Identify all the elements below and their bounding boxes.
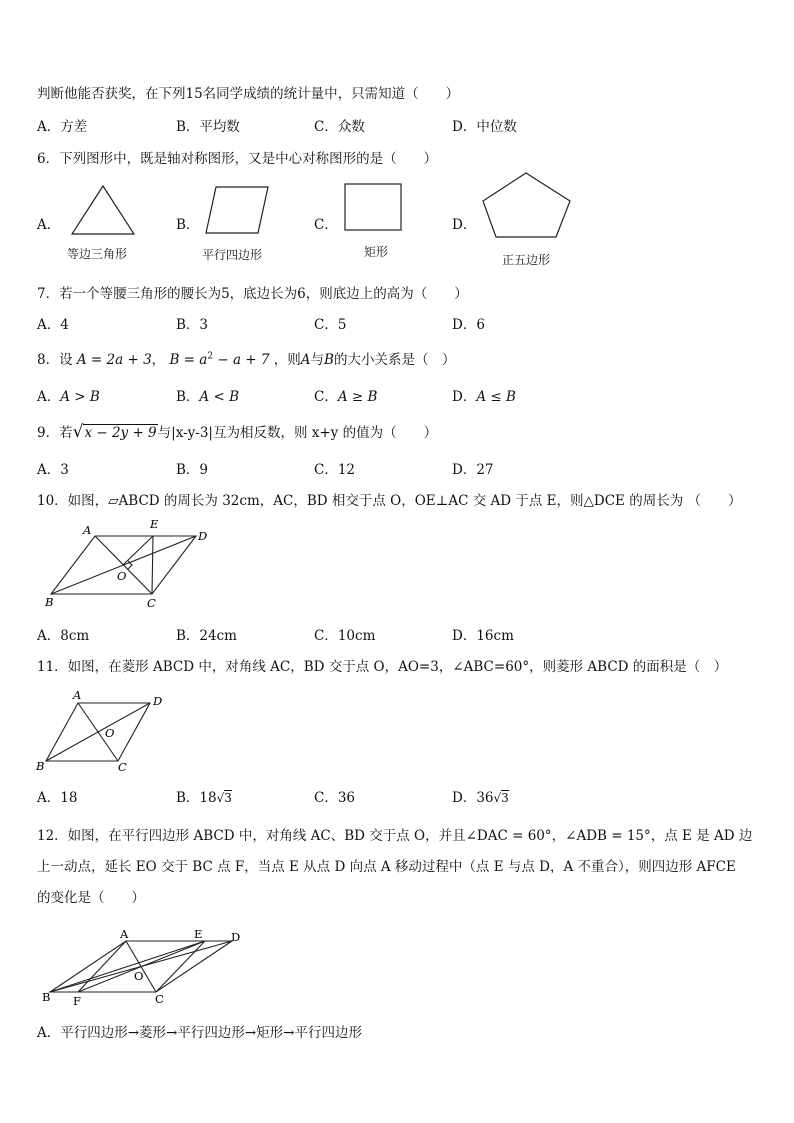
q7-option-a: A．4 <box>37 317 69 333</box>
q11-label-d: D <box>153 694 163 708</box>
q7-option-c: C．5 <box>314 317 347 333</box>
q6-caption-a: 等边三角形 <box>67 247 128 261</box>
q9-stem-rest: 与|x-y-3|互为相反数，则 x+y 的值为（ ） <box>157 425 438 441</box>
q6-letter-c: C． <box>314 217 338 233</box>
q6-caption-b: 平行四边形 <box>202 248 263 262</box>
q11-label-c: C <box>118 760 127 774</box>
q12-label-o: O <box>134 969 144 983</box>
q12-line2: 上一动点，延长 EO 交于 BC 点 F，当点 E 从点 D 向点 A 移动过程中（点 E 与点 D，A 不重合），则四边形 AFCE <box>37 859 736 875</box>
q7-option-d: D．6 <box>452 317 485 333</box>
q10-label-e: E <box>150 517 159 531</box>
q8-option-c-letter: C． <box>314 389 338 405</box>
q10-option-c: C．10cm <box>314 628 376 644</box>
q10-option-d: D．16cm <box>452 628 514 644</box>
q8-stem-var-a: A <box>300 352 311 368</box>
q8-option-a-expr: A > B <box>60 389 100 405</box>
q10-label-a: A <box>83 523 92 537</box>
q9-sqrt-sign: √ <box>72 422 84 442</box>
q10-label-d: D <box>198 529 208 543</box>
q8-stem-var-b: B <box>324 352 334 368</box>
q8-expr-b-post: − a + 7 <box>213 352 270 368</box>
q11-option-c: C．36 <box>314 790 356 806</box>
q7-option-b: B．3 <box>176 317 209 333</box>
q12-label-b: B <box>42 990 51 1004</box>
q11-option-b-text: B．18 <box>176 790 217 806</box>
q11-label-o: O <box>105 726 115 740</box>
q12-line1: 12．如图，在平行四边形 ABCD 中，对角线 AC、BD 交于点 O，并且∠DAC = 60°，∠ADB = 15°，点 E 是 AD 边 <box>37 828 753 844</box>
q9-stem-prefix: 9．若 <box>37 425 73 441</box>
q8-option-d-letter: D． <box>452 389 477 405</box>
q12-line3: 的变化是（ ） <box>37 890 145 906</box>
q8-stem-d: 与 <box>310 352 325 368</box>
q11-option-b-radical: 3 <box>224 791 232 805</box>
q6-caption-c: 矩形 <box>364 245 389 259</box>
q12-option-a: A．平行四边形→菱形→平行四边形→矩形→平行四边形 <box>37 1025 362 1041</box>
q8-option-c-expr: A ≥ B <box>337 389 378 405</box>
q12-segment-be <box>50 941 205 992</box>
q10-label-b: B <box>45 595 54 609</box>
q12-label-f: F <box>73 994 81 1008</box>
q11-label-b: B <box>36 759 45 773</box>
q8-option-d-expr: A ≤ B <box>476 389 516 405</box>
q12-label-c: C <box>155 992 164 1006</box>
intro-line: 判断他能否获奖，在下列15名同学成绩的统计量中，只需知道（ ） <box>37 86 460 102</box>
q6-letter-d: D． <box>452 217 477 233</box>
q12-label-a: A <box>120 927 129 941</box>
q9-option-c: C．12 <box>314 462 356 478</box>
q10-label-c: C <box>147 596 156 610</box>
q5-option-d: D．中位数 <box>452 119 517 135</box>
q5-option-c: C．众数 <box>314 119 365 135</box>
q12-segment-af <box>78 941 126 992</box>
q11-option-d-radical: 3 <box>501 791 509 805</box>
q8-expr-b-pre: B = a <box>169 352 208 368</box>
q10-label-o: O <box>117 569 127 583</box>
q10-stem: 10．如图，▱ABCD 的周长为 32cm，AC，BD 相交于点 O，OE⊥AC 交 AD 于点 E，则△DCE 的周长为 （ ） <box>37 493 742 509</box>
q8-option-b-expr: A < B <box>199 389 239 405</box>
q8-option-a-letter: A． <box>37 389 61 405</box>
q12-segment-ef <box>78 941 205 992</box>
q8-expr-b-sup: 2 <box>207 351 214 362</box>
q8-option-b-letter: B． <box>176 389 200 405</box>
q8-sep: ， <box>151 352 166 368</box>
q6-stem: 6．下列图形中，既是轴对称图形，又是中心对称图形的是（ ） <box>37 151 438 167</box>
q8-stem-prefix: 8．设 <box>37 352 73 368</box>
q6-letter-a: A． <box>37 217 61 233</box>
q11-option-b: B．18√3 <box>176 790 232 806</box>
q11-label-a: A <box>73 688 82 702</box>
q10-option-b: B．24cm <box>176 628 237 644</box>
q12-label-e: E <box>194 927 203 941</box>
q12-label-d: D <box>231 930 241 944</box>
q9-radicand: x − 2y + 9 <box>84 425 157 441</box>
q11-option-d: D．36√3 <box>452 790 509 806</box>
q6-letter-b: B． <box>176 217 200 233</box>
q11-option-a: A．18 <box>37 790 78 806</box>
q10-option-a: A．8cm <box>37 628 90 644</box>
q5-option-a: A．方差 <box>37 119 88 135</box>
q8-expr-a: A = 2a + 3 <box>76 352 152 368</box>
q9-option-a: A．3 <box>37 462 69 478</box>
q5-option-b: B．平均数 <box>176 119 240 135</box>
q8-stem-f: 的大小关系是（ ） <box>333 352 456 368</box>
q11-stem: 11．如图，在菱形 ABCD 中，对角线 AC，BD 交于点 O，AO=3，∠ABC=60°，则菱形 ABCD 的面积是（ ） <box>37 659 728 675</box>
q11-option-d-text: D．36 <box>452 790 494 806</box>
q7-stem: 7．若一个等腰三角形的腰长为5，底边长为6，则底边上的高为（ ） <box>37 286 468 302</box>
q9-option-d: D．27 <box>452 462 494 478</box>
q9-option-b: B．9 <box>176 462 209 478</box>
q6-caption-d: 正五边形 <box>502 253 551 267</box>
q8-stem-b: ，则 <box>273 352 301 368</box>
